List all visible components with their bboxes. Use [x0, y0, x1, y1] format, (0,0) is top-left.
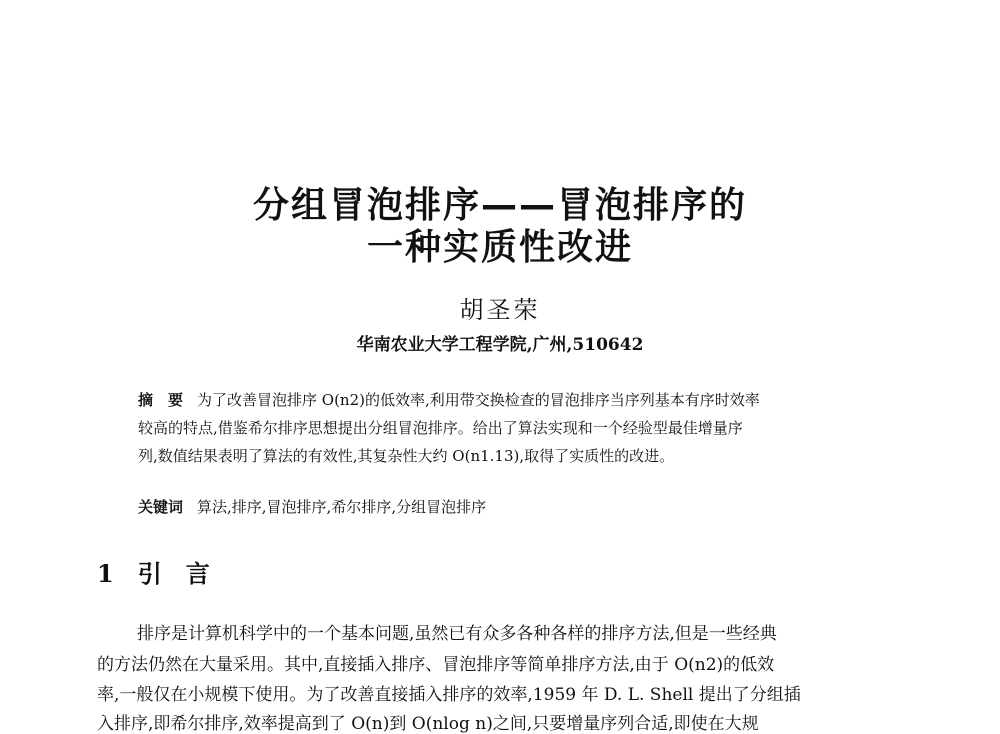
author-name: 胡圣荣 [459, 296, 541, 324]
paper-title-line1: 分组冒泡排序——冒泡排序的 [252, 185, 747, 226]
body-paragraph-line3: 率,一般仅在小规模下使用。为了改善直接插入排序的效率,1959 年 D. L. Shell 提出了分组插 [97, 685, 801, 705]
abstract-label: 摘 要 [138, 391, 184, 409]
keywords-text: 算法,排序,冒泡排序,希尔排序,分组冒泡排序 [197, 498, 487, 516]
paper-title-line2: 一种实质性改进 [366, 227, 633, 268]
section-heading-introduction [97, 554, 216, 589]
section-number: 1 [97, 559, 120, 588]
abstract-text-line1: 为了改善冒泡排序 O(n2)的低效率,利用带交换检查的冒泡排序当序列基本有序时效率 [197, 391, 760, 409]
body-paragraph-line2: 的方法仍然在大量采用。其中,直接插入排序、冒泡排序等简单排序方法,由于 O(n2)的低效 [97, 655, 775, 675]
section-title-part1: 引 [137, 560, 168, 588]
body-paragraph-line4: 入排序,即希尔排序,效率提高到了 O(n)到 O(nlog n)之间,只要增量序列合适,即使在大规 [97, 714, 759, 734]
section-title-part2: 言 [185, 560, 216, 588]
abstract-line1 [138, 386, 878, 414]
body-paragraph-line1: 排序是计算机科学中的一个基本问题,虽然已有众多各种各样的排序方法,但是一些经典 [137, 624, 777, 644]
abstract-text-line3: 列,数值结果表明了算法的有效性,其复杂性大约 O(n1.13),取得了实质性的改进。 [138, 447, 675, 465]
author-affiliation: 华南农业大学工程学院,广州,510642 [356, 335, 644, 355]
keywords [138, 496, 878, 517]
abstract-text-line2: 较高的特点,借鉴希尔排序思想提出分组冒泡排序。给出了算法实现和一个经验型最佳增量序 [138, 419, 743, 437]
keywords-label: 关键词 [138, 498, 184, 516]
